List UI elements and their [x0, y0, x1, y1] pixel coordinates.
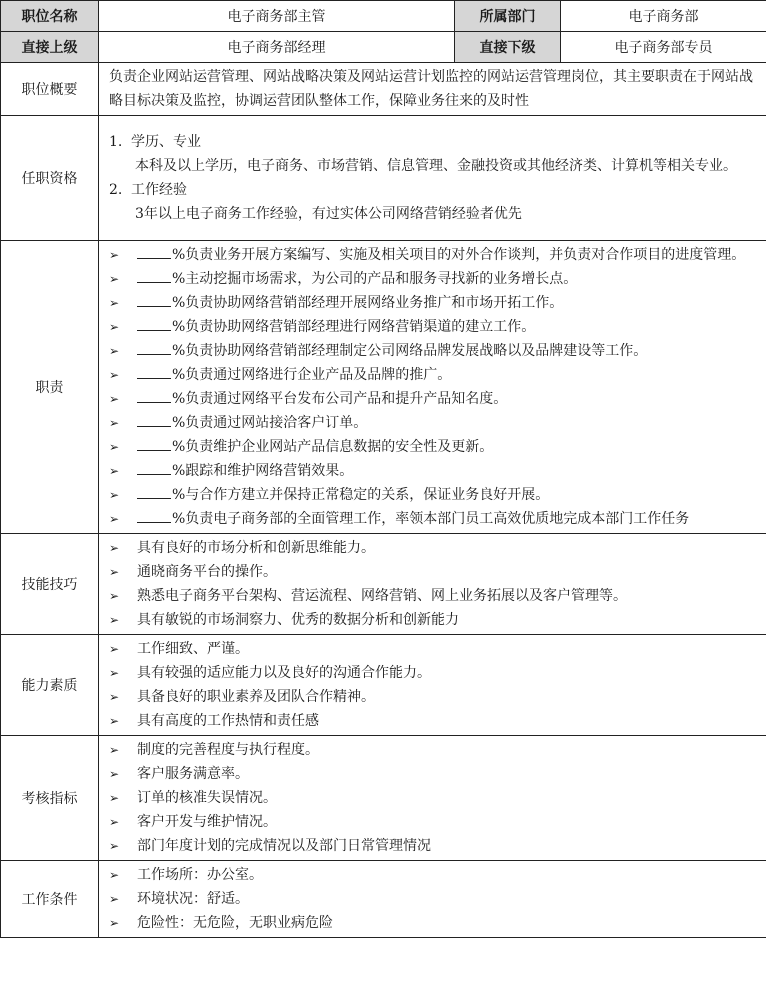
list-item-text: %负责协助网络营销部经理制定公司网络品牌发展战略以及品牌建设等工作。 — [172, 343, 648, 359]
arrow-bullet-icon: ➢ — [109, 272, 120, 286]
list-item-text: 客户服务满意率。 — [137, 766, 249, 782]
arrow-bullet-icon: ➢ — [109, 320, 120, 334]
list-item-text: %与合作方建立并保持正常稳定的关系，保证业务良好开展。 — [172, 487, 550, 503]
subordinate-label: 直接下级 — [455, 32, 561, 63]
list-item — [109, 267, 758, 291]
list-item — [109, 810, 758, 834]
kpi-label: 考核指标 — [1, 736, 99, 861]
arrow-bullet-icon: ➢ — [109, 296, 120, 310]
percentage-blank — [137, 460, 171, 475]
duties-label: 职责 — [1, 241, 99, 534]
list-item-text: 具有敏锐的市场洞察力、优秀的数据分析和创新能力 — [137, 612, 459, 628]
percentage-blank — [137, 388, 171, 403]
arrow-bullet-icon: ➢ — [109, 541, 120, 555]
percentage-blank — [137, 316, 171, 331]
arrow-bullet-icon: ➢ — [109, 868, 120, 882]
percentage-blank — [137, 436, 171, 451]
list-item — [109, 339, 758, 363]
list-item — [109, 661, 758, 685]
qualification-detail: 本科及以上学历，电子商务、市场营销、信息管理、金融投资或其他经济类、计算机等相关专业。 — [135, 158, 737, 174]
list-item — [109, 911, 758, 935]
overview-text: 负责企业网站运营管理、网站战略决策及网站运营计划监控的网站运营管理岗位，其主要职责在于网站战略目标决策及监控，协调运营团队整体工作，保障业务往来的及时性 — [99, 63, 766, 116]
list-item — [109, 608, 758, 632]
arrow-bullet-icon: ➢ — [109, 416, 120, 430]
conditions-list — [109, 863, 758, 935]
percentage-blank — [137, 268, 171, 283]
list-item — [109, 291, 758, 315]
list-item — [109, 411, 758, 435]
qualification-number: 1. — [109, 134, 123, 150]
kpi-list — [109, 738, 758, 858]
list-item-text: %负责业务开展方案编写、实施及相关项目的对外合作谈判，并负责对合作项目的进度管理。 — [172, 247, 746, 263]
position-name-value: 电子商务部主管 — [99, 1, 455, 32]
list-item-text: %主动挖掘市场需求，为公司的产品和服务寻找新的业务增长点。 — [172, 271, 578, 287]
list-item — [109, 243, 758, 267]
list-item — [109, 507, 758, 531]
position-name-label: 职位名称 — [1, 1, 99, 32]
percentage-blank — [137, 508, 171, 523]
skills-list — [109, 536, 758, 632]
abilities-list — [109, 637, 758, 733]
arrow-bullet-icon: ➢ — [109, 589, 120, 603]
arrow-bullet-icon: ➢ — [109, 743, 120, 757]
arrow-bullet-icon: ➢ — [109, 248, 120, 262]
arrow-bullet-icon: ➢ — [109, 839, 120, 853]
qualification-content — [99, 116, 766, 241]
arrow-bullet-icon: ➢ — [109, 714, 120, 728]
list-item-text: 危险性：无危险，无职业病危险 — [137, 915, 333, 931]
list-item — [109, 834, 758, 858]
list-item-text: 部门年度计划的完成情况以及部门日常管理情况 — [137, 838, 431, 854]
arrow-bullet-icon: ➢ — [109, 464, 120, 478]
arrow-bullet-icon: ➢ — [109, 512, 120, 526]
list-item-text: 具备良好的职业素养及团队合作精神。 — [137, 689, 375, 705]
list-item-text: %负责通过网站接洽客户订单。 — [172, 415, 368, 431]
department-value: 电子商务部 — [561, 1, 766, 32]
overview-label: 职位概要 — [1, 63, 99, 116]
percentage-blank — [137, 412, 171, 427]
arrow-bullet-icon: ➢ — [109, 440, 120, 454]
list-item — [109, 483, 758, 507]
list-item — [109, 387, 758, 411]
list-item — [109, 584, 758, 608]
percentage-blank — [137, 364, 171, 379]
arrow-bullet-icon: ➢ — [109, 916, 120, 930]
list-item-text: %负责协助网络营销部经理开展网络业务推广和市场开拓工作。 — [172, 295, 564, 311]
list-item-text: 订单的核准失误情况。 — [137, 790, 277, 806]
list-item — [109, 786, 758, 810]
arrow-bullet-icon: ➢ — [109, 488, 120, 502]
arrow-bullet-icon: ➢ — [109, 344, 120, 358]
qualification-detail: 3年以上电子商务工作经验，有过实体公司网络营销经验者优先 — [135, 206, 522, 222]
list-item — [109, 459, 758, 483]
list-item — [109, 887, 758, 911]
arrow-bullet-icon: ➢ — [109, 368, 120, 382]
list-item — [109, 709, 758, 733]
qualification-title: 学历、专业 — [131, 134, 201, 150]
qualification-label: 任职资格 — [1, 116, 99, 241]
arrow-bullet-icon: ➢ — [109, 666, 120, 680]
abilities-label: 能力素质 — [1, 635, 99, 736]
skills-content — [99, 534, 766, 635]
list-item-text: 具有高度的工作热情和责任感 — [137, 713, 319, 729]
list-item-text: 客户开发与维护情况。 — [137, 814, 277, 830]
list-item — [109, 363, 758, 387]
arrow-bullet-icon: ➢ — [109, 791, 120, 805]
list-item — [109, 637, 758, 661]
list-item — [109, 560, 758, 584]
qualification-number: 2. — [109, 182, 123, 198]
list-item-text: 熟悉电子商务平台架构、营运流程、网络营销、网上业务拓展以及客户管理等。 — [137, 588, 627, 604]
percentage-blank — [137, 484, 171, 499]
qualification-title: 工作经验 — [131, 182, 187, 198]
arrow-bullet-icon: ➢ — [109, 767, 120, 781]
list-item-text: 具有较强的适应能力以及良好的沟通合作能力。 — [137, 665, 431, 681]
skills-label: 技能技巧 — [1, 534, 99, 635]
qualification-item — [109, 130, 758, 154]
percentage-blank — [137, 292, 171, 307]
arrow-bullet-icon: ➢ — [109, 815, 120, 829]
superior-value: 电子商务部经理 — [99, 32, 455, 63]
list-item — [109, 536, 758, 560]
list-item-text: %负责通过网络平台发布公司产品和提升产品知名度。 — [172, 391, 508, 407]
list-item-text: %负责电子商务部的全面管理工作，率领本部门员工高效优质地完成本部门工作任务 — [172, 511, 690, 527]
conditions-content — [99, 861, 766, 938]
list-item-text: 制度的完善程度与执行程度。 — [137, 742, 319, 758]
list-item-text: 环境状况：舒适。 — [137, 891, 249, 907]
list-item — [109, 738, 758, 762]
conditions-label: 工作条件 — [1, 861, 99, 938]
arrow-bullet-icon: ➢ — [109, 690, 120, 704]
arrow-bullet-icon: ➢ — [109, 613, 120, 627]
list-item — [109, 435, 758, 459]
arrow-bullet-icon: ➢ — [109, 565, 120, 579]
duties-content — [99, 241, 766, 534]
list-item — [109, 685, 758, 709]
arrow-bullet-icon: ➢ — [109, 642, 120, 656]
arrow-bullet-icon: ➢ — [109, 392, 120, 406]
list-item — [109, 762, 758, 786]
list-item-text: 通晓商务平台的操作。 — [137, 564, 277, 580]
arrow-bullet-icon: ➢ — [109, 892, 120, 906]
list-item-text: 具有良好的市场分析和创新思维能力。 — [137, 540, 375, 556]
percentage-blank — [137, 244, 171, 259]
list-item — [109, 863, 758, 887]
list-item-text: %负责协助网络营销部经理进行网络营销渠道的建立工作。 — [172, 319, 536, 335]
department-label: 所属部门 — [455, 1, 561, 32]
qualification-item — [109, 178, 758, 202]
list-item-text: %跟踪和维护网络营销效果。 — [172, 463, 354, 479]
list-item-text: 工作细致、严谨。 — [137, 641, 249, 657]
list-item-text: 工作场所：办公室。 — [137, 867, 263, 883]
abilities-content — [99, 635, 766, 736]
duties-list — [109, 243, 758, 531]
superior-label: 直接上级 — [1, 32, 99, 63]
list-item-text: %负责通过网络进行企业产品及品牌的推广。 — [172, 367, 452, 383]
list-item-text: %负责维护企业网站产品信息数据的安全性及更新。 — [172, 439, 494, 455]
list-item — [109, 315, 758, 339]
percentage-blank — [137, 340, 171, 355]
kpi-content — [99, 736, 766, 861]
subordinate-value: 电子商务部专员 — [561, 32, 766, 63]
